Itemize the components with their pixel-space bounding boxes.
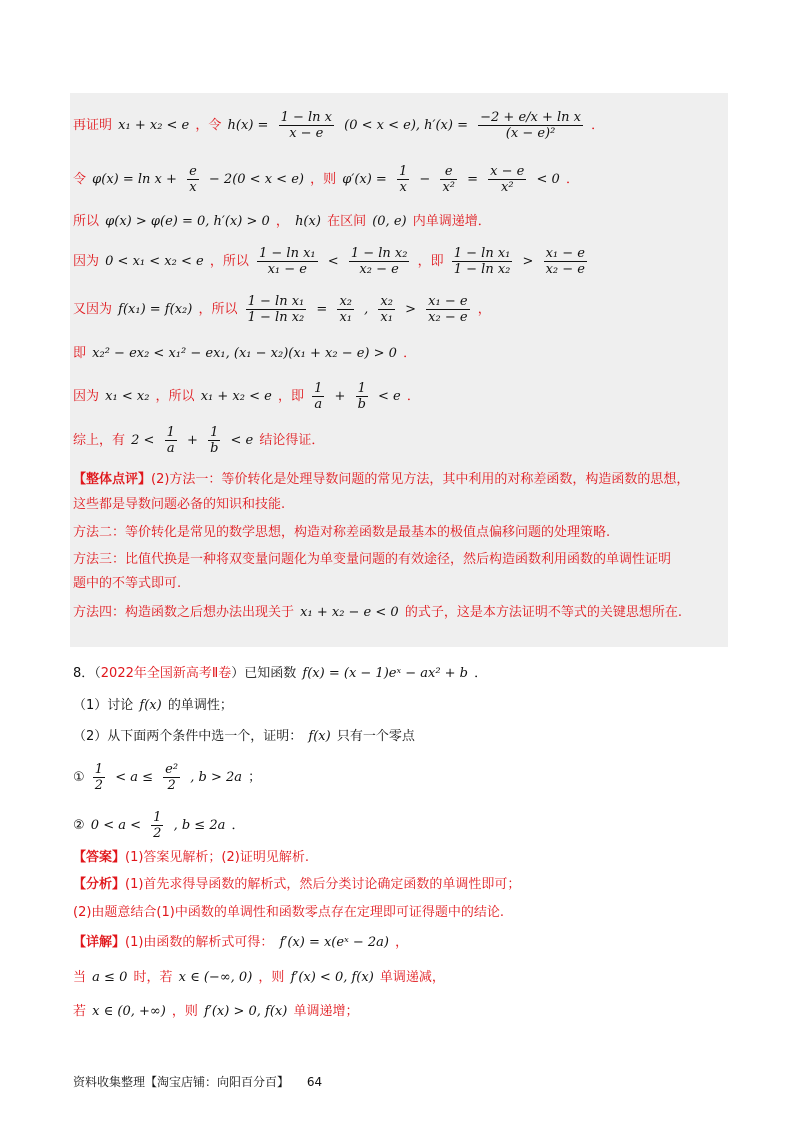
proof-line-5: 又因为 f(x₁) = f(x₂) ，所以 $\frac{\text{1 − ln x₁}}{\text{1 − ln x₂}}$ = $\frac{\text{x₂}}{\text{x₁}}$ , $\frac{\text{x₂}}{\text{x₁}}$ > $\frac{\text{x₁ − e}}{\text{x₂ − e}}$ ， — [73, 294, 491, 325]
review-line-4: 方法三：比值代换是一种将双变量问题化为单变量问题的有效途径，然后构造函数利用函数的单调性证明 — [73, 552, 672, 567]
proof-line-6: 即 x₂² − ex₂ < x₁² − ex₁, (x₁ − x₂)(x₁ + x₂ − e) > 0 ． — [73, 346, 417, 361]
proof-line-7: 因为 x₁ < x₂ ，所以 x₁ + x₂ < e ，即 $\frac{1}{a}$ + $\frac{1}{b}$ < e ． — [73, 381, 420, 412]
answer-tag: 【答案】 — [73, 850, 126, 865]
fraction: $\frac{\text{1 − ln x}}{x - e}$ — [280, 110, 332, 141]
analysis-tag: 【分析】 — [73, 877, 126, 892]
fraction: $\frac{\text{−2 + e/x + ln x}}{\text{(x − e)²}}$ — [480, 110, 582, 141]
analysis-line-1: 【分析】(1)首先求得导函数的解析式，然后分类讨论确定函数的单调性即可； — [73, 877, 521, 892]
proof-line-3: 所以 φ(x) > φ(e) = 0, h′(x) > 0 ， h(x) 在区间 (0, e) 内单调递增． — [73, 214, 491, 229]
fraction: $\frac{x - e}{\text{x²}}$ — [490, 164, 525, 195]
proof-text: ，令 — [195, 118, 222, 133]
fraction: $\frac{1}{x}$ — [398, 164, 408, 195]
review-line-5: 题中的不等式即可. — [73, 576, 182, 591]
answer-line: 【答案】(1)答案见解析；(2)证明见解析. — [73, 850, 309, 865]
math-expr: h(x) = — [227, 118, 269, 133]
question-part-1: （1）讨论 f(x) 的单调性； — [73, 698, 233, 713]
proof-line-8: 综上，有 2 < $\frac{1}{a}$ + $\frac{1}{b}$ < e 结论得证． — [73, 425, 325, 456]
footer-text: 资料收集整理【淘宝店铺：向阳百分百】 — [73, 1075, 290, 1089]
page-footer — [73, 1073, 322, 1090]
review-line-6: 方法四：构造函数之后想办法出现关于 x₁ + x₂ − e < 0 的式子，这是本方法证明不等式的关键思想所在. — [73, 605, 682, 620]
review-line-1: 【整体点评】(2)方法一：等价转化是处理导数问题的常见方法，其中利用的对称差函数，构造函数的思想， — [73, 472, 690, 487]
review-tag: 【整体点评】 — [73, 472, 152, 487]
proof-line-2: 令 φ(x) = ln x + $\frac{e}{x}$ − 2(0 < x < e) ，则 φ′(x) = $\frac{1}{x}$ − $\frac{e}{\text{x²}}$ = $\frac{x - e}{\text{x²}}$ < 0 ． — [73, 164, 579, 195]
detail-line-1: 【详解】(1)由函数的解析式可得： f′(x) = x(eˣ − 2a) ， — [73, 935, 409, 950]
analysis-line-2: (2)由题意结合(1)中函数的单调性和函数零点存在定理即可证得题中的结论. — [73, 905, 504, 920]
proof-text: 再证明 — [73, 118, 113, 133]
question-part-2: （2）从下面两个条件中选一个，证明： f(x) 只有一个零点 — [73, 729, 415, 744]
detail-line-2: 当 a ≤ 0 时，若 x ∈ (−∞, 0) ，则 f′(x) < 0, f(x) 单调递减， — [73, 970, 445, 985]
proof-text: ． — [591, 118, 605, 133]
condition-1: ① $\frac{1}{2}$ < a ≤ $\frac{\text{e²}}{2}$ , b > 2a ； — [73, 762, 262, 793]
fraction: $\frac{e}{x}$ — [189, 164, 197, 195]
page-number: 64 — [306, 1075, 323, 1089]
question-8-title: 8．（2022年全国新高考Ⅱ卷）已知函数 f(x) = (x − 1)eˣ − ax² + b ． — [73, 666, 488, 681]
review-line-3: 方法二：等价转化是常见的数学思想，构造对称差函数是最基本的极值点偏移问题的处理策略. — [73, 525, 611, 540]
proof-line-4: 因为 0 < x₁ < x₂ < e ，所以 $\frac{\text{1 − ln x₁}}{\text{x₁ − e}}$ < $\frac{\text{1 − ln x₂}}{\text{x₂ − e}}$ ，即 $\frac{\text{1 − ln x₁}}{\text{1 − ln x₂}}$ > $\frac{\text{x₁ − e}}{\text{x₂ − e}}$ — [73, 246, 585, 277]
fraction: $\frac{e}{\text{x²}}$ — [442, 164, 455, 195]
detail-tag: 【详解】 — [73, 935, 126, 950]
math-expr: x₁ + x₂ < e — [118, 118, 190, 133]
condition-2: ② 0 < a < $\frac{1}{2}$ , b ≤ 2a ． — [73, 810, 245, 841]
question-source: 2022年全国新高考Ⅱ卷 — [100, 666, 232, 681]
proof-line-1 — [73, 110, 604, 141]
math-expr: (0 < x < e), h′(x) = — [344, 118, 468, 133]
review-line-2: 这些都是导数问题必备的知识和技能. — [73, 497, 286, 512]
detail-line-3: 若 x ∈ (0, +∞) ，则 f′(x) > 0, f(x) 单调递增； — [73, 1004, 359, 1019]
